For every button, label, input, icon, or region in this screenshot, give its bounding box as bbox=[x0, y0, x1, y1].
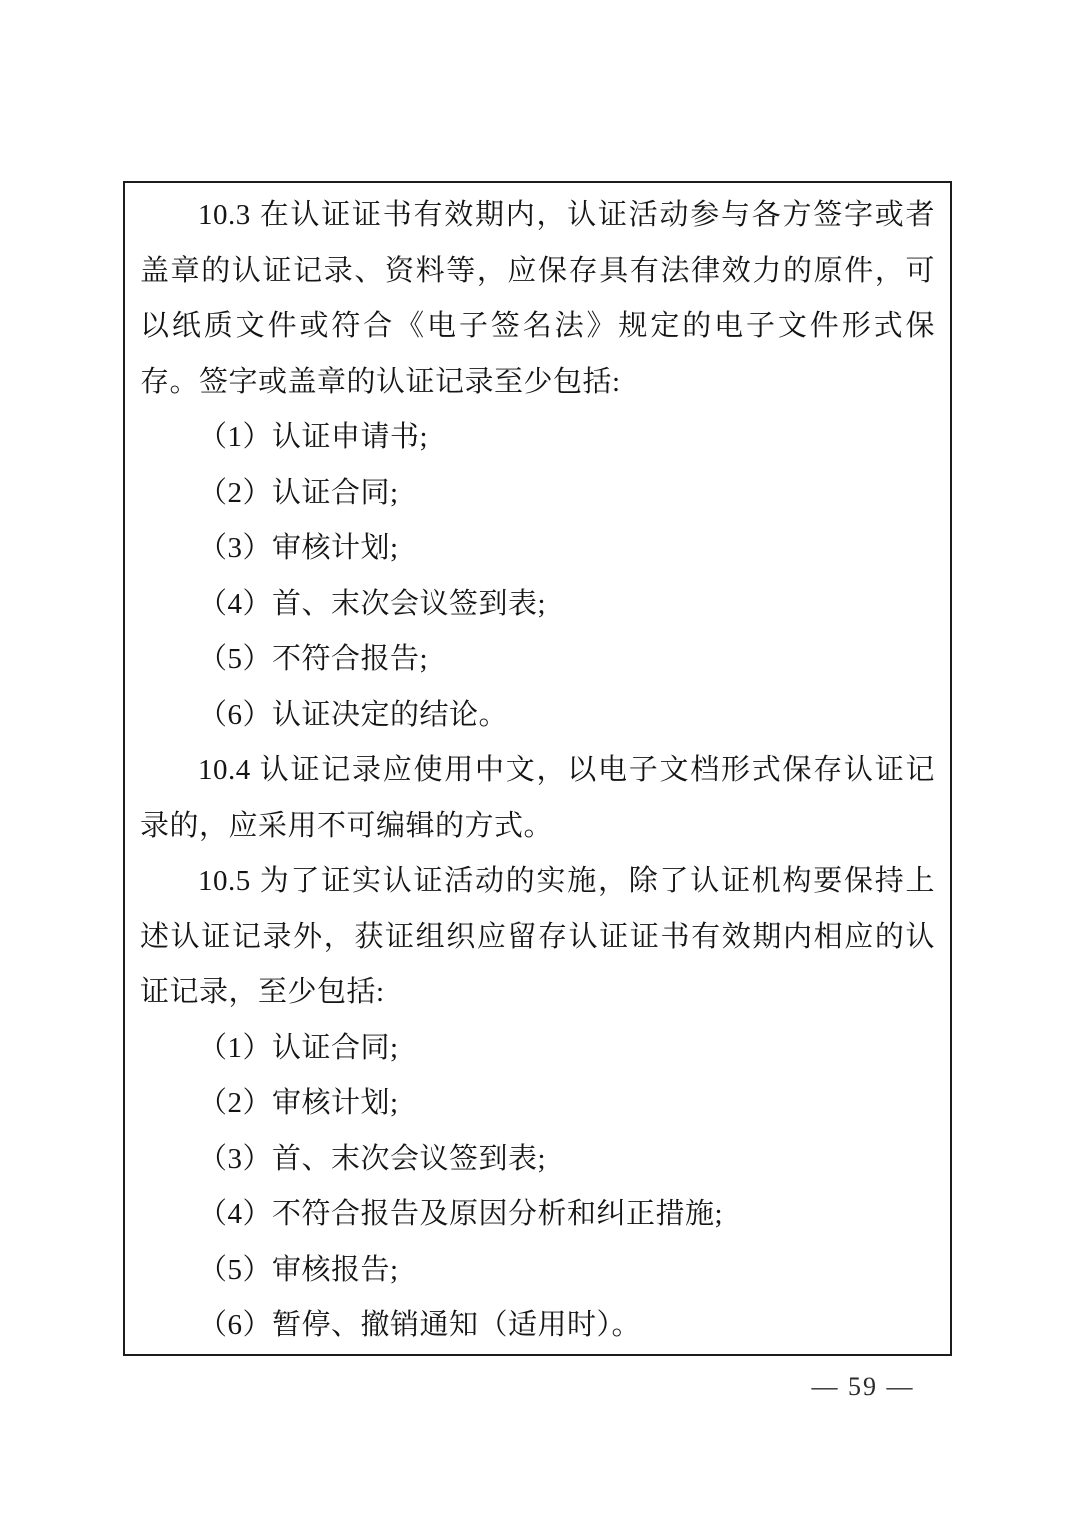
list-10-3-item-2: （2）认证合同; bbox=[198, 476, 399, 509]
list-10-5-item-1: （1）认证合同; bbox=[198, 1031, 399, 1064]
list-10-5-item-4: （4）不符合报告及原因分析和纠正措施; bbox=[198, 1198, 724, 1230]
paragraph-10-4: 10.4 认证记录应使用中文，以电子文档形式保存认证记录的，应采用不可编辑的方式。 bbox=[140, 754, 935, 842]
list-10-5-item-6: （6）暂停、撤销通知（适用时）。 bbox=[198, 1309, 642, 1341]
content-border-box bbox=[123, 181, 952, 1356]
paragraph-10-5: 10.5 为了证实认证活动的实施，除了认证机构要保持上述认证记录外，获证组织应留存认证证书有效期内相应的认证记录，至少包括: bbox=[140, 865, 935, 1008]
paragraph-10-3: 10.3 在认证证书有效期内，认证活动参与各方签字或者盖章的认证记录、资料等，应保存具有法律效力的原件，可以纸质文件或符合《电子签名法》规定的电子文件形式保存。签字或盖章的认证记录至少包括: bbox=[140, 199, 935, 398]
list-10-5-item-2: （2）审核计划; bbox=[198, 1087, 399, 1119]
list-10-3-item-5: （5）不符合报告; bbox=[198, 643, 429, 675]
list-10-5-item-3: （3）首、末次会议签到表; bbox=[198, 1142, 547, 1175]
page-number: — 59 — bbox=[811, 1372, 915, 1401]
page-footer bbox=[743, 1372, 983, 1402]
list-10-3-item-6: （6）认证决定的结论。 bbox=[198, 698, 509, 731]
list-10-5-item-5: （5）审核报告; bbox=[198, 1253, 399, 1286]
list-10-3-item-1: （1）认证申请书; bbox=[198, 421, 429, 453]
list-10-3-item-4: （4）首、末次会议签到表; bbox=[198, 587, 547, 620]
list-10-3-item-3: （3）审核计划; bbox=[198, 532, 399, 564]
